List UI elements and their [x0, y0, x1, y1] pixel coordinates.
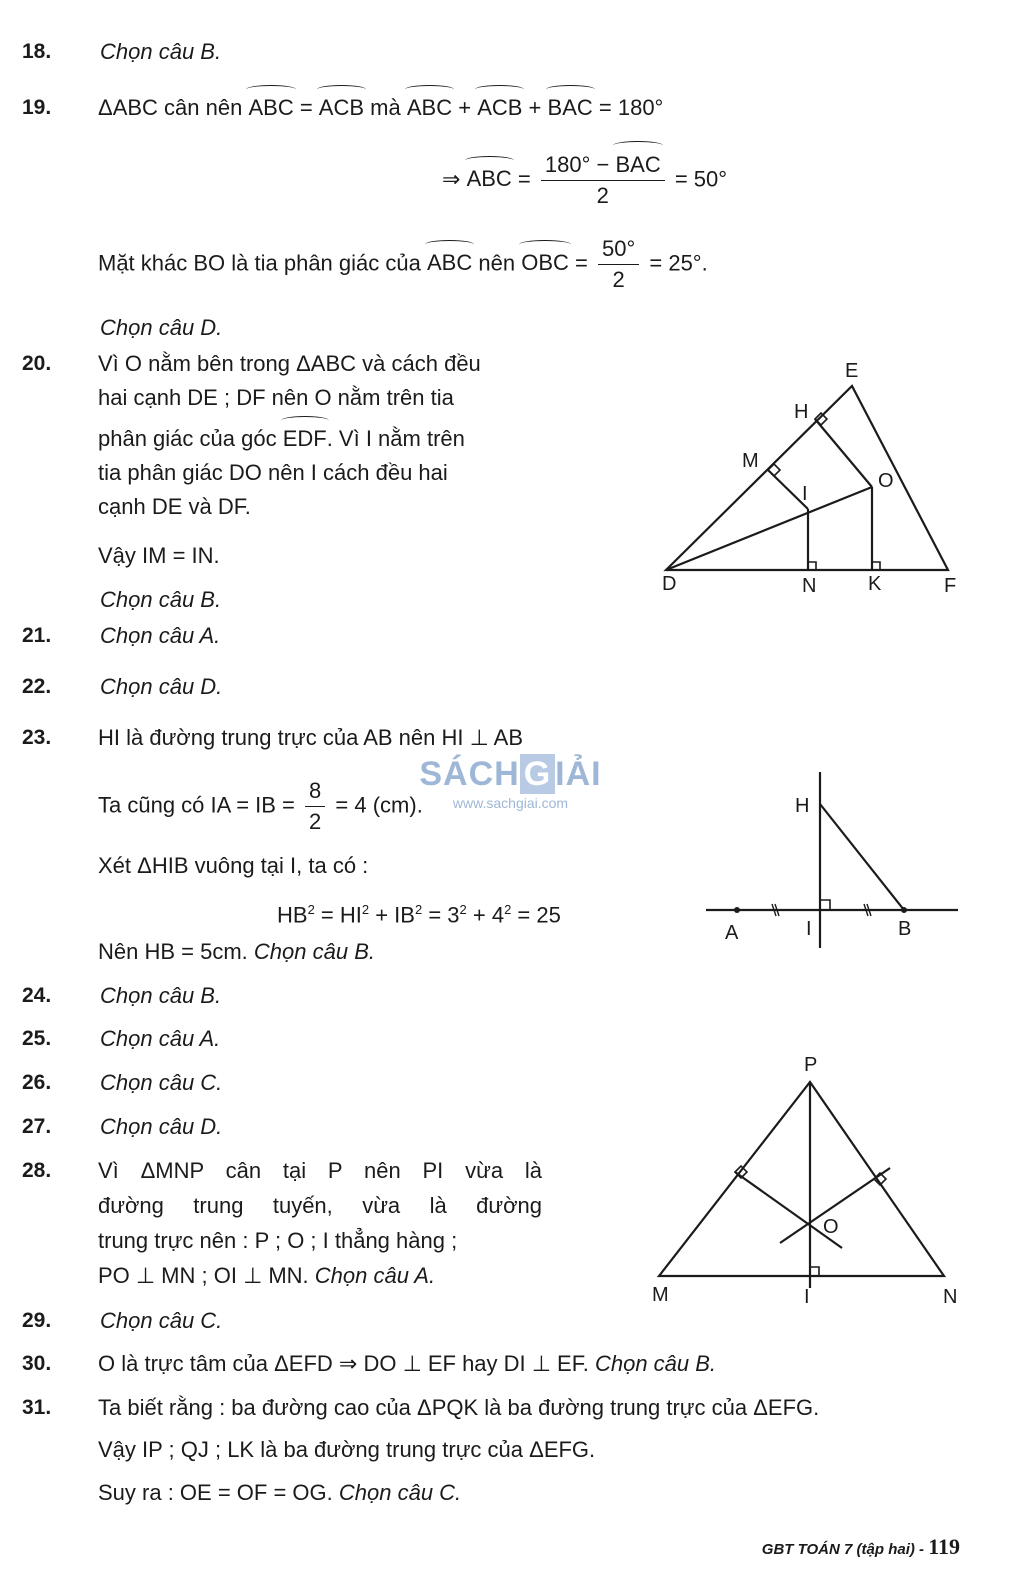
text-line: phân giác của góc EDF. Vì I nằm trên [98, 426, 465, 451]
item-number: 25. [22, 1027, 52, 1050]
fraction: $\frac{\text{180° − BAC}}{2}$ [541, 150, 665, 211]
fraction: $\frac{8}{2}$ [305, 776, 325, 837]
text-line: đường trung tuyến, vừa là đường [98, 1193, 542, 1218]
text-line: cạnh DE và DF. [98, 494, 251, 519]
label-i: I [806, 918, 812, 940]
text-line: PO ⊥ MN ; OI ⊥ MN. Chọn câu A. [98, 1263, 436, 1288]
label-f: F [944, 575, 957, 597]
item-number: 26. [22, 1071, 52, 1094]
label-a: A [725, 922, 739, 944]
text-line: Vậy IM = IN. [98, 543, 220, 568]
text: = 180° [598, 95, 664, 120]
label-e: E [845, 360, 859, 382]
answer-text: Chọn câu A. [100, 623, 221, 648]
text: = 25°. [649, 250, 708, 276]
label-m: M [742, 450, 759, 472]
answer-text: Chọn câu C. [100, 1070, 223, 1095]
text-line: Xét ΔHIB vuông tại I, ta có : [98, 853, 369, 878]
item-number: 30. [22, 1352, 52, 1375]
angle-edf: EDF [282, 426, 327, 451]
equation-line: Mặt khác BO là tia phân giác của ABC nên OBC = $\frac{50^\circ}{2}$ = 25°. [98, 234, 708, 295]
angle-bac: BAC [547, 95, 593, 120]
label-n: N [802, 575, 817, 597]
answer-text: Chọn câu B. [100, 587, 222, 612]
watermark: SÁCH G IẢI www.sachgiai.com [419, 755, 602, 811]
page-footer [762, 1534, 960, 1563]
text-line: tia phân giác DO nên I cách đều hai [98, 460, 448, 485]
answer-text: Chọn câu A. [100, 1026, 221, 1051]
page-number: 119 [928, 1534, 960, 1559]
answer-text: Chọn câu D. [100, 674, 223, 699]
label-i: I [804, 1286, 810, 1308]
angle-abc: ABC [426, 250, 473, 276]
text-line: Suy ra : OE = OF = OG. Chọn câu C. [98, 1480, 462, 1505]
text-line: O là trực tâm của ΔEFD ⇒ DO ⊥ EF hay DI ⊥ EF. Chọn câu B. [98, 1351, 717, 1376]
item-number: 29. [22, 1309, 52, 1332]
angle-acb: ACB [318, 95, 365, 120]
label-n: N [943, 1286, 958, 1308]
label-b: B [898, 918, 912, 940]
item-number: 23. [22, 726, 52, 749]
text-line: Vậy IP ; QJ ; LK là ba đường trung trực của ΔEFG. [98, 1437, 596, 1462]
item-number: 18. [22, 40, 52, 63]
text-line: hai cạnh DE ; DF nên O nằm trên tia [98, 385, 454, 410]
equation-line: ΔABC cân nên ABC = ACB mà ABC + ACB + BAC = 180° [98, 95, 664, 120]
equation-line: $HB^2 = HI^2 + IB^2 = 3^2 + 4^2 = 25$ [277, 902, 561, 928]
angle-abc: ABC [248, 95, 294, 120]
implies-symbol: ⇒ [442, 166, 461, 192]
text-line: Vì ΔMNP cân tại P nên PI vừa là [98, 1158, 542, 1183]
label-i: I [802, 483, 808, 505]
book-title: GBT TOÁN 7 (tập hai) - [761, 1541, 925, 1558]
item-number: 21. [22, 624, 52, 647]
label-h: H [795, 795, 810, 817]
text: mà [370, 95, 401, 120]
item-number: 27. [22, 1115, 52, 1138]
label-d: D [662, 573, 677, 595]
item-number: 31. [22, 1396, 52, 1419]
label-o: O [823, 1216, 839, 1238]
answer-text: Chọn câu C. [100, 1308, 223, 1333]
item-number: 22. [22, 675, 52, 698]
text-line: trung trực nên : P ; O ; I thẳng hàng ; [98, 1228, 458, 1253]
text-line: Vì O nằm bên trong ΔABC và cách đều [98, 351, 481, 376]
answer-text: Chọn câu D. [100, 1114, 223, 1139]
label-m: M [652, 1284, 669, 1306]
equation-line: Ta cũng có IA = IB = $\frac{8}{2}$ = 4 (cm). [98, 776, 423, 837]
text-line: Nên HB = 5cm. Chọn câu B. [98, 939, 375, 964]
label-h: H [794, 401, 809, 423]
label-p: P [804, 1054, 818, 1076]
text: ΔABC cân nên [98, 95, 243, 120]
text: = 50° [674, 166, 728, 192]
equation-line: ⇒ ABC = $\frac{\text{180° − BAC}}{2}$ = 50° [442, 150, 727, 211]
label-k: K [868, 573, 882, 595]
text-line: HI là đường trung trực của AB nên HI ⊥ AB [98, 725, 524, 750]
angle-obc: OBC [521, 250, 569, 276]
label-o: O [878, 470, 894, 492]
answer-text: Chọn câu D. [100, 315, 223, 340]
item-number: 20. [22, 352, 52, 375]
answer-text: Chọn câu B. [100, 983, 222, 1008]
item-number: 19. [22, 96, 52, 119]
angle-abc: ABC [406, 95, 453, 120]
item-number: 28. [22, 1159, 52, 1182]
answer-text: Chọn câu B. [100, 39, 222, 64]
item-number: 24. [22, 984, 52, 1007]
text: Mặt khác BO là tia phân giác của [98, 250, 421, 276]
fraction: $\frac{50^\circ}{2}$ [598, 234, 639, 295]
text: nên [478, 250, 516, 276]
text-line: Ta biết rằng : ba đường cao của ΔPQK là ba đường trung trực của ΔEFG. [98, 1395, 820, 1420]
angle-acb: ACB [477, 95, 523, 120]
angle-abc: ABC [466, 166, 512, 192]
